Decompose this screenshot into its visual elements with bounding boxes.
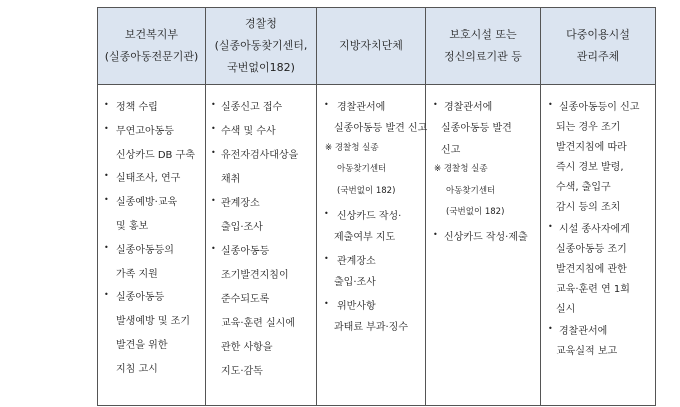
list-item-text: 실종아동등 [116, 292, 165, 304]
list-item-text: 교육실적 보고 [556, 346, 618, 357]
list-item-text: 수색, 출입구 [556, 182, 611, 193]
list-item-text: 가족 지원 [116, 268, 158, 280]
header-line: (실종아동찾기센터, [214, 39, 308, 52]
bullet-icon: • [548, 222, 553, 231]
header-line: 지방자치단체 [339, 39, 403, 52]
list-item-text: 실종아동등 조기 [556, 244, 627, 255]
cell-public-facility [541, 85, 656, 406]
note-text: ※ 경찰청 실종 [325, 142, 379, 153]
list-item-text: 발견을 위한 [116, 340, 168, 351]
cell-local-government [317, 85, 426, 406]
bullet-icon: • [211, 244, 216, 253]
bullet-icon: • [104, 123, 109, 133]
note-text: (국번없이 182) [446, 207, 505, 217]
cell-police [206, 85, 317, 406]
bullet-icon: • [104, 242, 109, 252]
header-health-ministry [98, 8, 206, 85]
list-item-text: 제출여부 지도 [334, 232, 396, 244]
list-item-text: 경찰관서에 [559, 326, 608, 337]
list-item-text: 경찰관서에 [337, 102, 386, 113]
list-item-text: 교육·훈련 실시에 [221, 318, 295, 329]
list-item-text: 교육·훈련 연 1회 [556, 284, 630, 295]
note-text: ※ 경찰청 실종 [434, 164, 488, 175]
bullet-icon: • [548, 324, 553, 333]
list-item-text: 조기발견지침이 [221, 270, 289, 281]
header-local-government [317, 8, 426, 85]
list-item-text: 실종아동등 [221, 246, 270, 257]
list-item-text: 유전자검사대상을 [221, 150, 299, 161]
duties-row [98, 85, 656, 406]
list-item-text: 지도·감독 [221, 366, 263, 377]
list-item-text: 실종아동등이 신고 [559, 102, 640, 113]
list-item-text: 출입·조사 [334, 277, 376, 289]
bullet-icon: • [211, 196, 216, 205]
list-item-text: 지침 고시 [116, 363, 158, 375]
list-item-text: 신상카드 작성· [337, 211, 402, 222]
list-item-text: 관계장소 [221, 198, 260, 209]
bullet-icon: • [211, 124, 216, 133]
note-text: 아동찾기센터 [446, 185, 496, 196]
list-item-text: 과태료 부과·징수 [334, 322, 408, 333]
cell-care-facility [426, 85, 541, 406]
list-item-text: 무연고아동등 [116, 125, 174, 137]
list-item-text: 위반사항 [337, 300, 376, 312]
list-item-text: 관한 사항을 [221, 342, 273, 353]
bullet-icon: • [104, 195, 109, 205]
list-item-text: 발견지침에 관한 [556, 264, 627, 275]
responsibility-table [97, 7, 656, 406]
list-item-text: 실종아동등의 [116, 244, 174, 256]
bullet-icon: • [104, 171, 109, 181]
header-line: 국번없이182) [227, 61, 295, 74]
list-item-text: 감시 등의 조치 [556, 202, 621, 213]
bullet-icon: • [211, 100, 216, 109]
list-item-text: 실태조사, 연구 [116, 173, 181, 185]
bullet-icon: • [324, 298, 329, 308]
header-line: (실종아동전문기관) [104, 50, 199, 63]
list-item-text: 실종신고 접수 [221, 102, 283, 113]
cell-health-ministry [98, 85, 206, 406]
list-item-text: 정책 수립 [116, 102, 158, 113]
header-line: 보건복지부 [124, 28, 179, 41]
bullet-icon: • [104, 100, 109, 109]
list-item-text: 발생예방 및 조기 [116, 316, 190, 328]
note-text: 아동찾기센터 [337, 164, 387, 175]
list-item-text: 발견지침에 따라 [556, 142, 627, 153]
header-row [98, 8, 656, 85]
list-item-text: 실시 [556, 304, 576, 315]
list-item-text: 실종아동등 발견 [441, 123, 512, 135]
header-care-facility [426, 8, 541, 85]
header-line: 경찰청 [245, 17, 277, 30]
header-public-facility [541, 8, 656, 85]
bullet-icon: • [211, 148, 216, 157]
note-text: (국번없이 182) [337, 185, 396, 196]
list-item-text: 실종예방·교육 [116, 197, 178, 209]
list-item-text: 경찰관서에 [444, 102, 493, 113]
list-item-text: 준수되도록 [221, 294, 270, 305]
header-line: 보호시설 또는 [449, 28, 517, 41]
list-item-text: 신상카드 DB 구축 [116, 149, 195, 161]
list-item-text: 시설 종사자에게 [559, 224, 630, 235]
bullet-icon: • [324, 253, 329, 263]
header-line: 다중이용시설 [566, 28, 630, 41]
bullet-icon: • [324, 100, 329, 109]
list-item-text: 출입·조사 [221, 222, 263, 233]
bullet-icon: • [104, 290, 109, 300]
list-item-text: 관계장소 [337, 255, 376, 267]
list-item-text: 실종아동등 발견 신고 [334, 123, 428, 135]
bullet-icon: • [324, 209, 329, 218]
header-line: 관리주체 [576, 50, 620, 63]
list-item-text: 되는 경우 조기 [556, 122, 621, 133]
bullet-icon: • [548, 100, 553, 109]
list-item-text: 채취 [221, 174, 241, 185]
header-police [206, 8, 317, 85]
list-item-text: 신고 [441, 144, 461, 156]
header-line: 정신의료기관 등 [444, 50, 522, 63]
list-item-text: 및 홍보 [116, 221, 149, 232]
list-item-text: 수색 및 수사 [221, 126, 276, 137]
list-item-text: 신상카드 작성·제출 [444, 232, 528, 244]
list-item-text: 즉시 경보 발령, [556, 162, 624, 173]
bullet-icon: • [433, 100, 438, 109]
bullet-icon: • [433, 230, 438, 240]
